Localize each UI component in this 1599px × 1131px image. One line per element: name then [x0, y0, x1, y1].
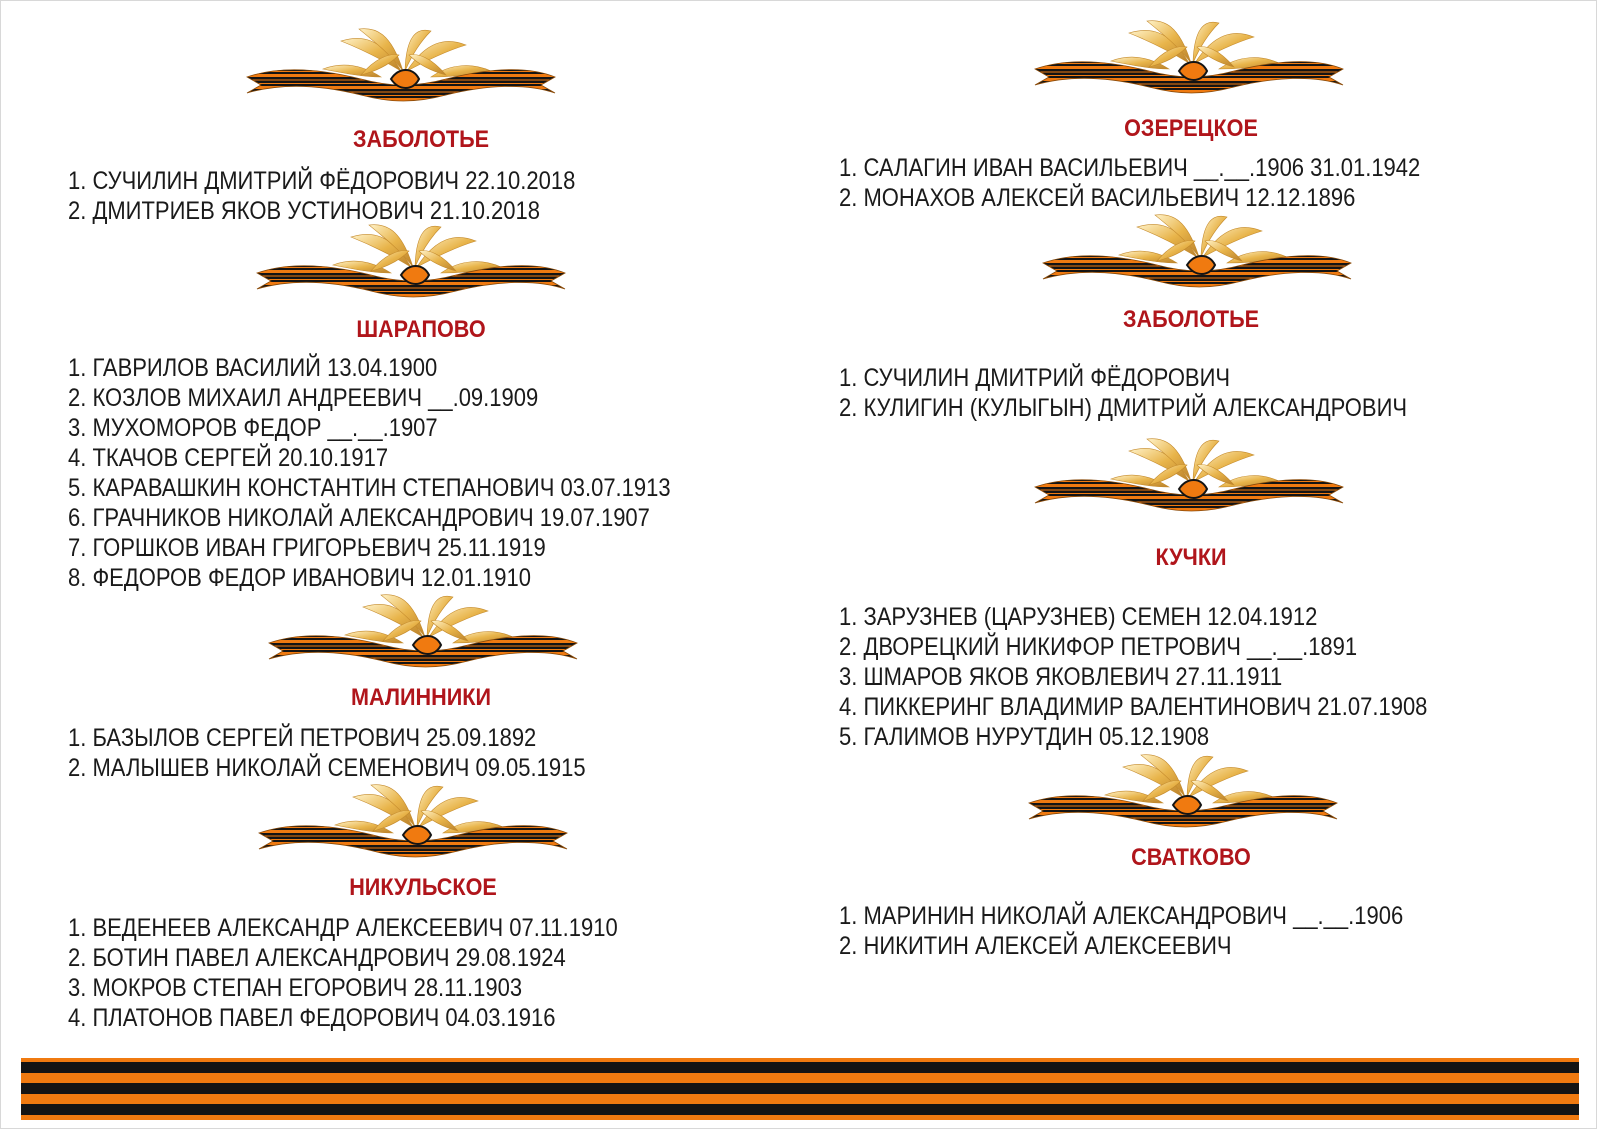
- list-item: 1. СУЧИЛИН ДМИТРИЙ ФЁДОРОВИЧ 22.10.2018: [68, 167, 576, 195]
- list-item: 4. ПЛАТОНОВ ПАВЕЛ ФЕДОРОВИЧ 04.03.1916: [68, 1004, 556, 1032]
- list-item: 1. САЛАГИН ИВАН ВАСИЛЬЕВИЧ __.__.1906 31.01.1942: [839, 154, 1421, 182]
- st-george-ribbon-laurel-icon: [241, 27, 561, 107]
- entry-list: [839, 901, 1480, 961]
- list-item: 7. ГОРШКОВ ИВАН ГРИГОРЬЕВИЧ 25.11.1919: [68, 534, 546, 562]
- section-title: МАЛИННИКИ: [351, 684, 491, 711]
- list-item: 2. ДМИТРИЕВ ЯКОВ УСТИНОВИЧ 21.10.2018: [68, 197, 540, 225]
- list-item: 5. ГАЛИМОВ НУРУТДИН 05.12.1908: [839, 723, 1210, 751]
- list-item: 1. БАЗЫЛОВ СЕРГЕЙ ПЕТРОВИЧ 25.09.1892: [68, 724, 537, 752]
- section-title: ЗАБОЛОТЬЕ: [1122, 306, 1260, 333]
- entry-list: [839, 602, 1508, 752]
- entry-list: [839, 363, 1485, 423]
- list-item: 2. НИКИТИН АЛЕКСЕЙ АЛЕКСЕЕВИЧ: [839, 932, 1232, 960]
- section-title: ЗАБОЛОТЬЕ: [352, 126, 490, 153]
- section-title: КУЧКИ: [1155, 544, 1227, 571]
- st-george-ribbon-laurel-icon: [253, 783, 573, 863]
- st-george-ribbon-laurel-icon: [263, 593, 583, 673]
- list-item: 2. КОЗЛОВ МИХАИЛ АНДРЕЕВИЧ __.09.1909: [68, 384, 539, 412]
- entry-list: [68, 166, 644, 226]
- list-item: 3. МУХОМОРОВ ФЕДОР __.__.1907: [68, 414, 438, 442]
- list-item: 5. КАРАВАШКИН КОНСТАНТИН СТЕПАНОВИЧ 03.07.1913: [68, 474, 671, 502]
- section-title: ШАРАПОВО: [356, 316, 486, 343]
- list-item: 2. БОТИН ПАВЕЛ АЛЕКСАНДРОВИЧ 29.08.1924: [68, 944, 566, 972]
- entry-list: [68, 913, 693, 1033]
- entry-list: [68, 353, 753, 593]
- list-item: 2. КУЛИГИН (КУЛЫГЫН) ДМИТРИЙ АЛЕКСАНДРОВИЧ: [839, 394, 1408, 422]
- list-item: 8. ФЕДОРОВ ФЕДОР ИВАНОВИЧ 12.01.1910: [68, 564, 531, 592]
- list-item: 1. ВЕДЕНЕЕВ АЛЕКСАНДР АЛЕКСЕЕВИЧ 07.11.1910: [68, 914, 618, 942]
- list-item: 1. МАРИНИН НИКОЛАЙ АЛЕКСАНДРОВИЧ __.__.1906: [839, 902, 1404, 930]
- list-item: 4. ПИККЕРИНГ ВЛАДИМИР ВАЛЕНТИНОВИЧ 21.07.1908: [839, 693, 1428, 721]
- list-item: 6. ГРАЧНИКОВ НИКОЛАЙ АЛЕКСАНДРОВИЧ 19.07.1907: [68, 504, 650, 532]
- list-item: 1. СУЧИЛИН ДМИТРИЙ ФЁДОРОВИЧ: [839, 364, 1231, 392]
- st-george-ribbon-laurel-icon: [1023, 753, 1343, 833]
- list-item: 1. ГАВРИЛОВ ВАСИЛИЙ 13.04.1900: [68, 354, 438, 382]
- st-george-ribbon-laurel-icon: [1029, 437, 1349, 517]
- section-title: СВАТКОВО: [1131, 844, 1251, 871]
- list-item: 4. ТКАЧОВ СЕРГЕЙ 20.10.1917: [68, 444, 389, 472]
- section-title: ОЗЕРЕЦКОЕ: [1124, 115, 1258, 142]
- list-item: 1. ЗАРУЗНЕВ (ЦАРУЗНЕВ) СЕМЕН 12.04.1912: [839, 603, 1318, 631]
- st-george-ribbon-laurel-icon: [251, 223, 571, 303]
- st-george-ribbon-laurel-icon: [1029, 19, 1349, 99]
- list-item: 2. МОНАХОВ АЛЕКСЕЙ ВАСИЛЬЕВИЧ 12.12.1896: [839, 184, 1356, 212]
- list-item: 2. ДВОРЕЦКИЙ НИКИФОР ПЕТРОВИЧ __.__.1891: [839, 633, 1358, 661]
- st-george-ribbon-laurel-icon: [1037, 213, 1357, 293]
- st-george-ribbon-stripe: [21, 1058, 1579, 1120]
- entry-list: [68, 723, 656, 783]
- list-item: 3. МОКРОВ СТЕПАН ЕГОРОВИЧ 28.11.1903: [68, 974, 523, 1002]
- entry-list: [839, 153, 1500, 213]
- list-item: 2. МАЛЫШЕВ НИКОЛАЙ СЕМЕНОВИЧ 09.05.1915: [68, 754, 586, 782]
- list-item: 3. ШМАРОВ ЯКОВ ЯКОВЛЕВИЧ 27.11.1911: [839, 663, 1283, 691]
- section-title: НИКУЛЬСКОЕ: [349, 874, 497, 901]
